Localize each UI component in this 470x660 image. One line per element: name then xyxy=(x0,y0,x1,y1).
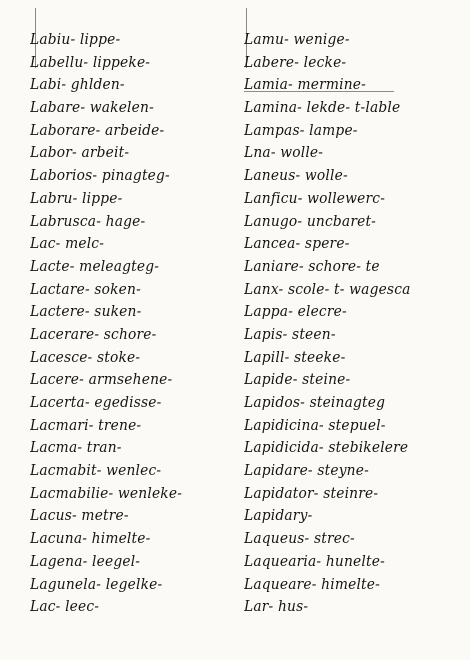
glossary-entry: Lapidicina- stepuel- xyxy=(244,415,386,434)
glossary-entry: Labiu- lippe- xyxy=(30,30,121,48)
glossary-entry: Lagunela- legelke- xyxy=(30,574,163,593)
glossary-entry: Lapill- steeke- xyxy=(244,347,346,366)
glossary-left-column xyxy=(30,28,240,618)
glossary-entry: Lapidare- steyne- xyxy=(244,461,369,480)
glossary-entry: Labere- lecke- xyxy=(244,52,347,71)
glossary-entry: Lampas- lampe- xyxy=(244,120,358,139)
glossary-entry: Lacuna- himelte- xyxy=(30,529,151,548)
glossary-entry: Lacmabilie- wenleke- xyxy=(30,483,183,502)
glossary-entry: Lacus- metre- xyxy=(30,506,129,525)
glossary-entry: Labor- arbeit- xyxy=(30,143,130,162)
glossary-entry: Lapidator- steinre- xyxy=(244,483,379,502)
glossary-entry: Laqueare- himelte- xyxy=(244,574,380,593)
glossary-entry: Lanugo- uncbaret- xyxy=(244,211,377,230)
glossary-entry: Lamia- mermine- xyxy=(244,75,367,94)
glossary-entry: Lapidary- xyxy=(244,506,313,525)
glossary-right-column xyxy=(244,28,470,618)
glossary-entry: Laqueus- strec- xyxy=(244,529,355,548)
glossary-entry: Lapidicida- stebikelere xyxy=(244,438,409,457)
glossary-entry: Lamu- wenige- xyxy=(244,30,350,48)
glossary-entry: Laneus- wolle- xyxy=(244,166,348,185)
glossary-entry: Lacmari- trene- xyxy=(30,415,142,434)
glossary-entry: Lapidos- steinagteg xyxy=(244,393,386,411)
glossary-entry: Lappa- elecre- xyxy=(244,302,347,321)
glossary-entry: Lacesce- stoke- xyxy=(30,347,141,366)
glossary-entry: Labare- wakelen- xyxy=(30,98,154,117)
glossary-entry: Lacerta- egedisse- xyxy=(30,393,162,411)
glossary-entry: Lagena- leegel- xyxy=(30,551,141,570)
glossary-entry: Labru- lippe- xyxy=(30,188,123,207)
glossary-entry: Lacerare- schore- xyxy=(30,324,157,343)
glossary-entry: Lacma- tran- xyxy=(30,438,122,457)
glossary-entry: Lacte- meleagteg- xyxy=(30,256,160,275)
glossary-entry: Lac- melc- xyxy=(30,234,105,253)
glossary-entry: Lar- hus- xyxy=(244,597,309,616)
glossary-entry: Labrusca- hage- xyxy=(30,211,146,230)
glossary-entry: Lapis- steen- xyxy=(244,324,336,343)
glossary-entry: Laquearia- hunelte- xyxy=(244,551,385,570)
glossary-entry: Lacmabit- wenlec- xyxy=(30,461,162,480)
glossary-entry: Lactere- suken- xyxy=(30,302,142,321)
glossary-entry: Laborios- pinagteg- xyxy=(30,166,170,185)
glossary-entry: Laborare- arbeide- xyxy=(30,120,165,139)
glossary-entry: Lactare- soken- xyxy=(30,279,141,298)
glossary-entry: Lanficu- wollewerc- xyxy=(244,188,386,207)
glossary-entry: Labi- ghlden- xyxy=(30,75,125,94)
glossary-entry: Lancea- spere- xyxy=(244,234,350,253)
glossary-entry: Lapide- steine- xyxy=(244,370,351,389)
glossary-entry: Laniare- schore- te xyxy=(244,256,380,275)
glossary-entry: Lacere- armsehene- xyxy=(30,370,173,389)
glossary-entry: Lna- wolle- xyxy=(244,143,324,162)
glossary-entry: Lac- leec- xyxy=(30,597,100,616)
glossary-entry: Labellu- lippeke- xyxy=(30,52,151,71)
glossary-entry: Lanx- scole- t- wagesca xyxy=(244,279,411,298)
glossary-entry: Lamina- lekde- t-lable xyxy=(244,98,401,117)
